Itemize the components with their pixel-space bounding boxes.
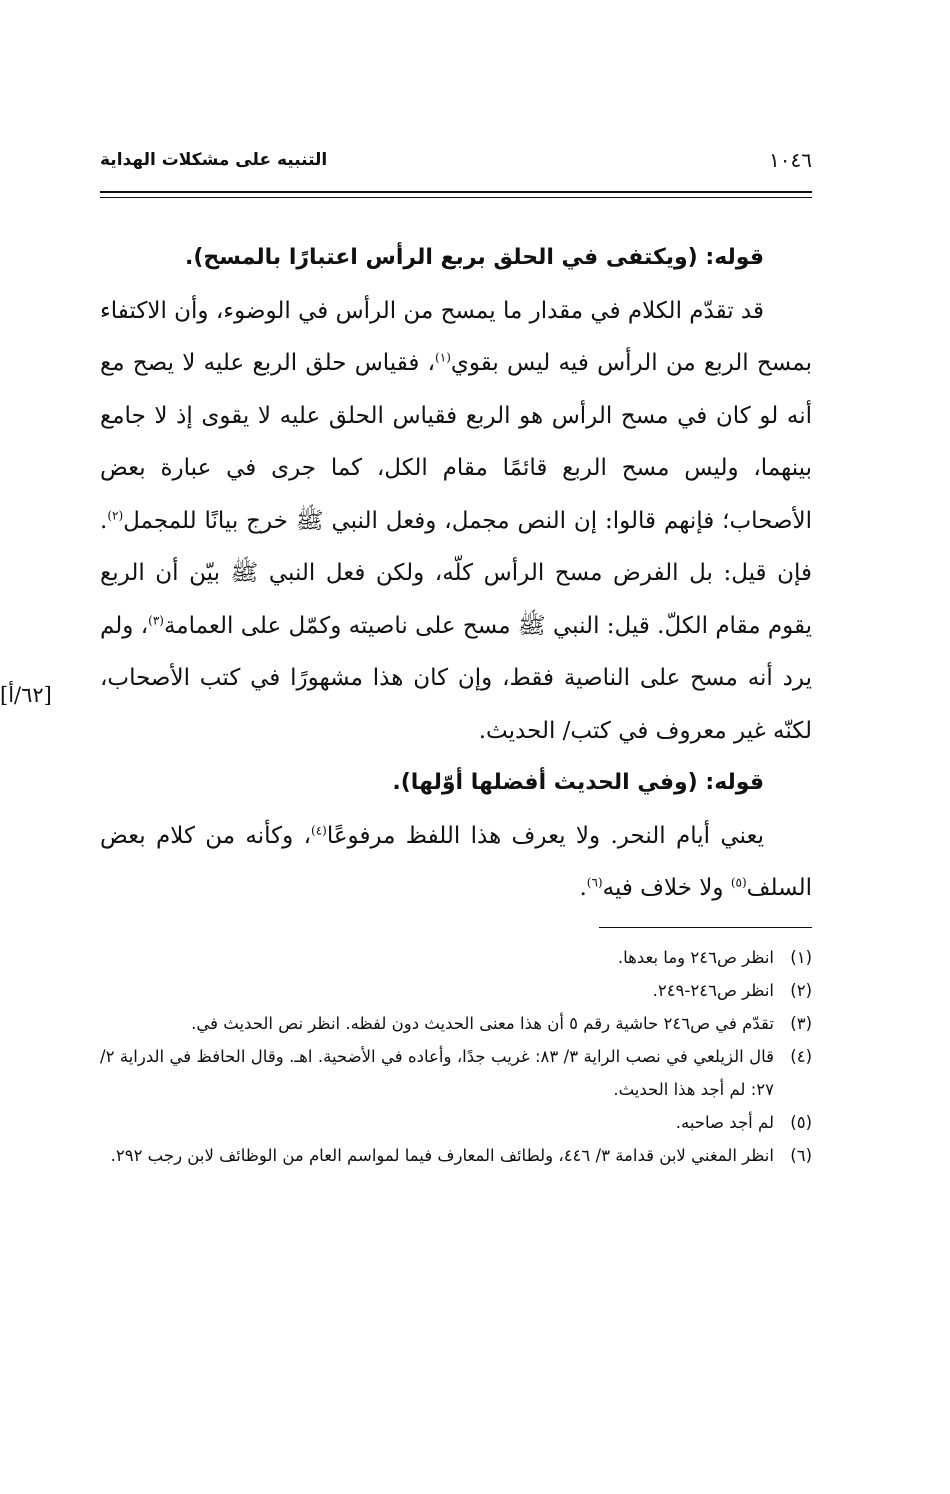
paragraph-1-part-4: ، ولم يرد أنه مسح على الناصية فقط، وإن كان هذا مشهورًا في كتب الأصحاب، لكنّه غير معروف في كتب/ الحديث.: [99, 612, 812, 744]
main-text: [100, 232, 812, 915]
footnote-text: قال الزيلعي في نصب الراية ٣/ ٨٣: غريب جدًا، وأعاده في الأضحية. اهـ. وقال الحافظ في الدراية ٢/ ٢٧: لم أجد هذا الحديث.: [100, 1047, 775, 1099]
paragraph-2-part-1: يعني أيام النحر. ولا يعرف هذا اللفظ مرفوعًا: [326, 822, 764, 849]
heading-qawl-1: قوله: (ويكتفى في الحلق بربع الرأس اعتبارًا بالمسح).: [184, 245, 764, 270]
paragraph-2-part-2: ، وكأنه من كلام بعض السلف: [100, 822, 812, 901]
footnote-1: [100, 941, 812, 974]
manuscript-folio-marker: [٦٢/أ]: [0, 683, 52, 707]
footnote-number: (٣): [790, 1014, 812, 1033]
footnote-number: (٦): [790, 1146, 812, 1165]
footnote-2: [100, 974, 812, 1007]
heading-qawl-2: قوله: (وفي الحديث أفضلها أوّلها).: [392, 770, 764, 795]
footnote-3: [100, 1007, 812, 1040]
footnote-number: (١): [790, 948, 812, 967]
footnote-ref-1[interactable]: (١): [435, 350, 451, 365]
footnote-text: انظر ص٢٤٦ وما بعدها.: [617, 948, 774, 967]
page-header: [100, 148, 812, 188]
paragraph-1: [100, 285, 812, 758]
paragraph-1-part-3: . فإن قيل: بل الفرض مسح الرأس كلّه، ولكن فعل النبي ﷺ بيّن أن الربع يقوم مقام الكلّ. قيل: النبي ﷺ مسح على ناصيته وكمّل على العمامة: [100, 507, 812, 639]
footnote-text: لم أجد صاحبه.: [675, 1113, 774, 1132]
running-title: التنبيه على مشكلات الهداية: [100, 150, 328, 170]
footnote-ref-6[interactable]: (٦): [586, 875, 603, 890]
footnote-text: انظر المغني لابن قدامة ٣/ ٤٤٦، ولطائف المعارف فيما لمواسم العام من الوظائف لابن رجب ٢٩٢.: [110, 1146, 774, 1165]
footnote-6: [100, 1139, 812, 1172]
footnote-4: [100, 1040, 812, 1106]
footnote-text: انظر ص٢٤٦-٢٤٩.: [652, 981, 774, 1000]
footnote-number: (٥): [790, 1113, 812, 1132]
footnote-number: (٤): [790, 1047, 812, 1066]
footnote-ref-4[interactable]: (٤): [311, 822, 327, 837]
paragraph-2: [100, 810, 812, 915]
footnote-number: (٢): [790, 981, 812, 1000]
page-number: ١٠٤٦: [769, 148, 812, 172]
footnote-5: [100, 1106, 812, 1139]
paragraph-2-part-3: ولا خلاف فيه: [602, 875, 731, 901]
footnote-text: تقدّم في ص٢٤٦ حاشية رقم ٥ أن هذا معنى الحديث دون لفظه. انظر نص الحديث في.: [191, 1014, 774, 1033]
footnote-ref-2[interactable]: (٢): [107, 507, 124, 522]
footnote-ref-3[interactable]: (٣): [148, 612, 164, 627]
paragraph-1-part-2: ، فقياس حلق الربع عليه لا يصح مع أنه لو كان في مسح الرأس هو الربع فقياس الحلق عليه لا يقوى إذ لا جامع بينهما، وليس مسح الربع قائمًا مقام الكل، كما جرى في عبارة بعض الأصحاب؛ فإنهم قالوا: إن النص مجمل، وفعل النبي ﷺ خرج بيانًا للمجمل: [100, 350, 812, 534]
paragraph-2-part-4: .: [579, 875, 587, 901]
header-rule-thin: [100, 197, 812, 198]
paragraph-1-part-1: قد تقدّم الكلام في مقدار ما يمسح من الرأس في الوضوء، وأن الاكتفاء بمسح الربع من الرأس فيه ليس بقوي: [99, 297, 812, 376]
footnote-ref-5[interactable]: (٥): [730, 875, 747, 890]
header-rule-thick: [100, 191, 812, 193]
footnotes: [100, 941, 812, 1172]
footnote-separator: [599, 927, 812, 928]
